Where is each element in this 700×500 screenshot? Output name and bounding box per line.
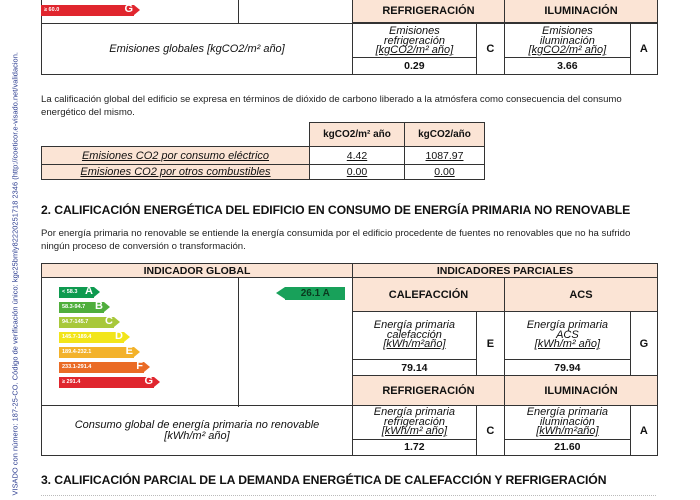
iluminacion-emissions-value: 3.66: [504, 57, 630, 74]
emissions-result-cell: [239, 0, 353, 24]
calefaccion-value: 79.14: [353, 360, 477, 376]
primary-energy-table: [41, 263, 658, 456]
co2-row: [42, 147, 485, 165]
scale-bar-g: [59, 377, 154, 388]
label-line: [kWh/m² año]: [164, 429, 230, 442]
primary-energy-result-cell: [239, 278, 353, 406]
label-line: [kWh/m²año]: [383, 338, 446, 351]
label-line: [kgCO2/m² año]: [375, 44, 454, 57]
label-line: ACS: [556, 328, 579, 341]
scale-range: 94.7-145.7: [62, 319, 89, 325]
scale-bar-a: [59, 287, 94, 298]
scale-letter: E: [125, 345, 133, 357]
acs-label: [504, 312, 630, 360]
iluminacion-primary-label: [504, 406, 630, 440]
calefaccion-label: [353, 312, 477, 360]
label-line: [kWh/m² año]: [381, 425, 448, 438]
refrigeracion-primary-value: 1.72: [353, 439, 477, 455]
iluminacion-emissions-rating: A: [630, 24, 657, 75]
indicador-global-header: INDICADOR GLOBAL: [42, 264, 353, 278]
label-line: Energía primaria: [526, 319, 609, 332]
header-iluminacion: ILUMINACIÓN: [504, 0, 657, 23]
label-line: iluminación: [539, 34, 595, 47]
calefaccion-rating: E: [476, 312, 504, 376]
scale-letter: G: [144, 375, 153, 387]
header-refrigeracion: REFRIGERACIÓN: [353, 0, 505, 23]
indicadores-parciales-header: INDICADORES PARCIALES: [353, 264, 658, 278]
scale-bar-letter: G: [124, 2, 133, 15]
label-line: [kWh/m²año]: [536, 425, 599, 438]
emissions-description: La calificación global del edificio se expresa en términos de dióxido de carbono liberado a la atmósfera como consecuencia del consumo energético del mismo.: [41, 94, 622, 118]
label-line: iluminación: [539, 415, 595, 428]
scale-letter: B: [95, 300, 103, 312]
co2-row-label: Emisiones CO2 por otros combustibles: [42, 165, 310, 180]
scale-letter: F: [136, 360, 143, 372]
label-line: Emisiones: [542, 25, 593, 38]
co2-row-per-m2: 4.42: [310, 147, 405, 165]
section-3-title: 3. CALIFICACIÓN PARCIAL DE LA DEMANDA ENERGÉTICA DE CALEFACCIÓN Y REFRIGERACIÓN: [41, 473, 607, 487]
acs-value: 79.94: [504, 360, 630, 376]
cut-off-paragraph: [41, 495, 656, 498]
scale-bar-g: [41, 2, 134, 16]
label-line: Emisiones: [389, 25, 440, 38]
co2-row-label: Emisiones CO2 por consumo eléctrico: [42, 147, 310, 165]
co2-emissions-table: [41, 122, 485, 180]
scale-range: 58.3-94.7: [62, 304, 86, 310]
scale-range: ≥ 291.4: [62, 379, 81, 385]
refrigeracion-primary-label: [353, 406, 477, 440]
refrigeracion-emissions-value: 0.29: [353, 57, 477, 74]
label-line: [kgCO2/m² año]: [528, 44, 607, 57]
verification-stamp-text: VISADO con número: 187-25-CO. Código de verificación único: kgc25bmly82220251718 2346 (http://coeticor.e-visado.net/validacion.: [10, 52, 20, 496]
header-acs: ACS: [504, 278, 657, 312]
label-line: calefacción: [386, 328, 442, 341]
refrigeracion-emissions-label: [353, 24, 477, 58]
global-result-indicator: 26.1 A: [285, 287, 345, 300]
acs-rating: G: [630, 312, 657, 376]
header-refrigeracion-primary: REFRIGERACIÓN: [353, 376, 505, 406]
co2-row-per-year: 1087.97: [405, 147, 485, 165]
co2-table-corner: [42, 123, 310, 147]
scale-letter: A: [85, 285, 93, 297]
primary-energy-scale-cell: [42, 278, 239, 406]
scale-bar-range: ≥ 60.0: [44, 6, 60, 13]
scale-letter: C: [105, 315, 113, 327]
scale-range: 145.7-189.4: [62, 334, 92, 340]
label-line: refrigeración: [383, 34, 445, 47]
label-line: refrigeración: [383, 415, 445, 428]
scale-bar-e: [59, 347, 134, 358]
header-calefaccion: CALEFACCIÓN: [353, 278, 505, 312]
section-2-description: Por energía primaria no renovable se entiende la energía consumida por el edificio procedente de fuentes no renovables que no ha sufrido ningún proceso de conversión o transformación.: [41, 228, 631, 252]
scale-letter: D: [115, 330, 123, 342]
scale-range: 189.4-232.1: [62, 349, 92, 355]
refrigeracion-emissions-rating: C: [476, 24, 504, 75]
label-line: [kWh/m² año]: [534, 338, 601, 351]
iluminacion-primary-rating: A: [630, 406, 657, 456]
co2-row: [42, 165, 485, 180]
iluminacion-emissions-label: [504, 24, 630, 58]
co2-row-per-m2: 0.00: [310, 165, 405, 180]
scale-bar-b: [59, 302, 104, 313]
label-line: Consumo global de energía primaria no renovable: [74, 418, 320, 431]
scale-range: < 58.3: [62, 289, 78, 295]
global-emissions-label: Emisiones globales [kgCO2/m² año]: [42, 24, 353, 75]
scale-range: 233.1-291.4: [62, 364, 92, 370]
verification-stamp: [0, 0, 30, 500]
co2-header-per-year: kgCO2/año: [405, 123, 485, 147]
section-2-title: 2. CALIFICACIÓN ENERGÉTICA DEL EDIFICIO EN CONSUMO DE ENERGÍA PRIMARIA NO RENOVABLE: [41, 203, 631, 217]
label-line: Energía primaria: [373, 319, 456, 332]
iluminacion-primary-value: 21.60: [504, 439, 630, 455]
scale-bar-f: [59, 362, 144, 373]
header-iluminacion-primary: ILUMINACIÓN: [504, 376, 657, 406]
scale-bar-c: [59, 317, 114, 328]
emissions-rating-table: [41, 0, 658, 75]
co2-row-per-year: 0.00: [405, 165, 485, 180]
co2-header-per-m2: kgCO2/m² año: [310, 123, 405, 147]
global-primary-energy-label: [42, 406, 353, 456]
refrigeracion-primary-rating: C: [476, 406, 504, 456]
label-line: Energía primaria: [373, 406, 456, 419]
label-line: Energía primaria: [526, 406, 609, 419]
emissions-scale-cell: [42, 0, 239, 24]
scale-bar-d: [59, 332, 124, 343]
